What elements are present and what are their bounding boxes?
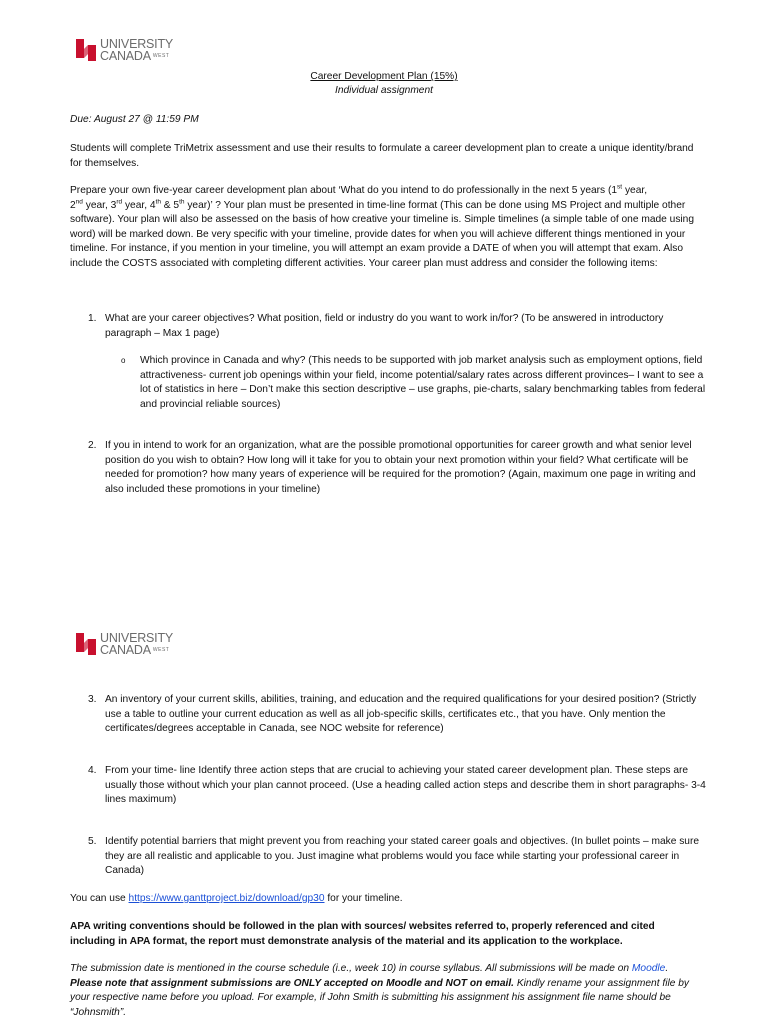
university-logo: UNIVERSITY CANADA $^{WEST}$	[74, 631, 173, 657]
maple-leaf-icon	[74, 37, 98, 63]
list-item: 3. An inventory of your current skills, abilities, training, and education and the required qualifications for your desired position? (Strictly use a table to outline your current education as well as all job-specific skills, certificates etc., that you have. Only mention the certificates/degrees acceptable in Canada, see NOC website for reference)	[88, 694, 697, 734]
document-subtitle: Individual assignment	[335, 85, 433, 96]
maple-leaf-icon	[74, 631, 98, 657]
gantt-line: You can use https://www.ganttproject.biz/download/gp30 for your timeline.	[70, 893, 403, 904]
bullet-marker: o	[121, 356, 126, 365]
gantt-link[interactable]: https://www.ganttproject.biz/download/gp30	[128, 893, 325, 904]
list-item: 1. What are your career objectives? What position, field or industry do you want to work in/for? (To be answered in introductory paragraph – Max 1 page)	[88, 313, 664, 339]
sub-bullet-item: o Which province in Canada and why? (This needs to be supported with job market analysis such as employment options, field attractiveness- current job openings within your field, income potential/salary rates across different provinces– I want to see a lot of statistics in here – Don’t make this section descriptive – use graphs, pie-charts, salary benchmarking tables from federal and provincial reliable sources)	[121, 354, 706, 412]
submission-paragraph: The submission date is mentioned in the course schedule (i.e., week 10) in course syllabus. All submissions will be made on Moodle. Please note that assignment submissions are ONLY accepted on Moodle and NOT on email. Kindly rename your assignment file by your respective name before you upload. For example, if John Smith is submitting his assignment his assignment file name should be “Johnsmith”.	[70, 963, 689, 1018]
due-date: Due: August 27 @ 11:59 PM	[70, 114, 199, 125]
list-item: 4. From your time- line Identify three action steps that are crucial to achieving your stated career development plan. These steps are usually those without which your plan cannot proceed. (Use a heading called action steps and describe them in short paragraphs- 3-4 lines maximum)	[88, 765, 706, 805]
intro-paragraph: Students will complete TriMetrix assessment and use their results to formulate a career development plan to create a unique identity/brand for themselves.	[70, 143, 694, 169]
logo-line-3: WEST	[152, 53, 170, 59]
university-logo	[74, 37, 173, 63]
logo-line-2: CANADA	[100, 49, 151, 63]
prepare-paragraph: Prepare your own five-year career development plan about ‘What do you intend to do professionally in the next 5 years (1st year, 2nd year, 3rd year, 4th & 5th year)’ ? Your plan must be presented in time-line format (This can be done using MS Project and multiple other software). Your plan will also be assessed on the basis of how creative your timeline is. Simple timelines (a simple table of one made using word) will be marked down. Be very specific with your timeline, provide dates for when you will achieve different things mentioned in your timeline. For instance, if you mention in your timeline, you will attempt an exam provide a DATE of when you will attempt that exam. Also include the COSTS associated with completing different activities. Your career plan must address and consider the following items:	[70, 183, 695, 269]
list-item: 2. If you in intend to work for an organization, what are the possible promotional opportunities for career growth and what senior level position do you wish to obtain? How long will it take for you to obtain your next promotion within your field? What certificate will be needed for promotion? how many years of experience will be required for the promotion? (Again, maximum one page in writing and also included these promotions in your timeline)	[88, 440, 696, 495]
apa-paragraph: APA writing conventions should be followed in the plan with sources/ websites referred to, properly referenced and cited including in APA format, the report must demonstrate analysis of the material and its application to the workplace.	[70, 921, 655, 947]
list-item: 5. Identify potential barriers that might prevent you from reaching your stated career goals and objectives. (In bullet points – make sure they are all realistic and applicable to you. Just imagine what problems would you face while starting your professional career in Canada)	[88, 836, 700, 876]
logo-line-1: UNIVERSITY	[100, 37, 174, 51]
document-title: Career Development Plan (15%)	[310, 71, 458, 82]
moodle-link[interactable]: Moodle	[631, 963, 666, 974]
